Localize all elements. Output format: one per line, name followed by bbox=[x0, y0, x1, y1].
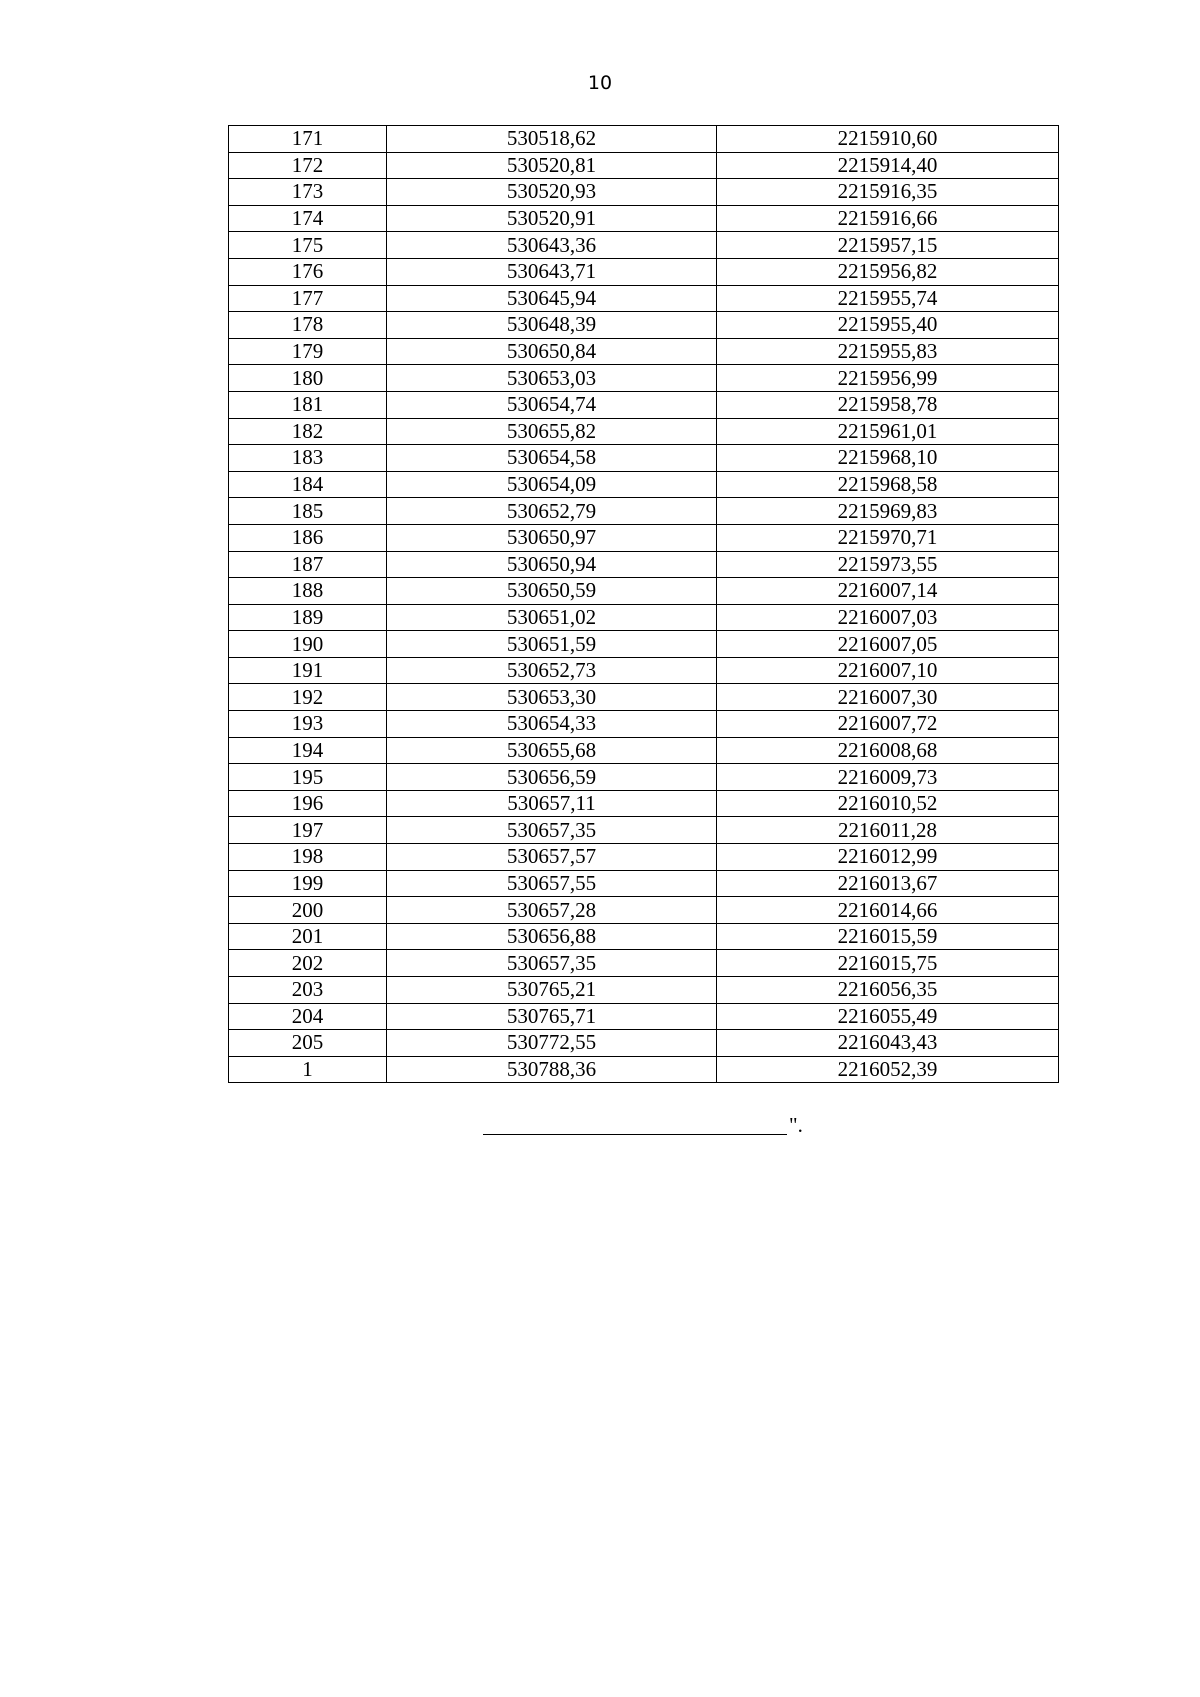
x-coordinate-cell: 530656,88 bbox=[387, 923, 717, 950]
y-coordinate-cell: 2216008,68 bbox=[717, 737, 1059, 764]
y-coordinate-cell: 2216014,66 bbox=[717, 897, 1059, 924]
x-coordinate-cell: 530772,55 bbox=[387, 1030, 717, 1057]
y-coordinate-cell: 2215916,35 bbox=[717, 179, 1059, 206]
table-row bbox=[229, 471, 1059, 498]
x-coordinate-cell: 530654,33 bbox=[387, 711, 717, 738]
x-coordinate-cell: 530652,73 bbox=[387, 657, 717, 684]
point-number-cell: 185 bbox=[229, 498, 387, 525]
point-number-cell: 190 bbox=[229, 631, 387, 658]
table-row bbox=[229, 445, 1059, 472]
signature-underline bbox=[483, 1134, 787, 1135]
table-row bbox=[229, 258, 1059, 285]
point-number-cell: 192 bbox=[229, 684, 387, 711]
x-coordinate-cell: 530655,68 bbox=[387, 737, 717, 764]
point-number-cell: 179 bbox=[229, 338, 387, 365]
point-number-cell: 186 bbox=[229, 524, 387, 551]
table-row bbox=[229, 126, 1059, 153]
point-number-cell: 187 bbox=[229, 551, 387, 578]
x-coordinate-cell: 530653,03 bbox=[387, 365, 717, 392]
table-row bbox=[229, 285, 1059, 312]
y-coordinate-cell: 2215955,83 bbox=[717, 338, 1059, 365]
point-number-cell: 197 bbox=[229, 817, 387, 844]
x-coordinate-cell: 530656,59 bbox=[387, 764, 717, 791]
y-coordinate-cell: 2215955,74 bbox=[717, 285, 1059, 312]
table-row bbox=[229, 977, 1059, 1004]
table-row bbox=[229, 631, 1059, 658]
x-coordinate-cell: 530520,93 bbox=[387, 179, 717, 206]
x-coordinate-cell: 530657,28 bbox=[387, 897, 717, 924]
table-row bbox=[229, 817, 1059, 844]
table-row bbox=[229, 205, 1059, 232]
table-row bbox=[229, 950, 1059, 977]
point-number-cell: 205 bbox=[229, 1030, 387, 1057]
coordinates-table-body bbox=[229, 126, 1059, 1083]
y-coordinate-cell: 2216007,14 bbox=[717, 578, 1059, 605]
y-coordinate-cell: 2216015,59 bbox=[717, 923, 1059, 950]
point-number-cell: 195 bbox=[229, 764, 387, 791]
x-coordinate-cell: 530788,36 bbox=[387, 1056, 717, 1083]
point-number-cell: 200 bbox=[229, 897, 387, 924]
x-coordinate-cell: 530651,02 bbox=[387, 604, 717, 631]
y-coordinate-cell: 2216007,30 bbox=[717, 684, 1059, 711]
point-number-cell: 194 bbox=[229, 737, 387, 764]
point-number-cell: 1 bbox=[229, 1056, 387, 1083]
y-coordinate-cell: 2215956,82 bbox=[717, 258, 1059, 285]
point-number-cell: 182 bbox=[229, 418, 387, 445]
y-coordinate-cell: 2215970,71 bbox=[717, 524, 1059, 551]
y-coordinate-cell: 2216009,73 bbox=[717, 764, 1059, 791]
table-row bbox=[229, 1056, 1059, 1083]
point-number-cell: 204 bbox=[229, 1003, 387, 1030]
table-row bbox=[229, 711, 1059, 738]
point-number-cell: 189 bbox=[229, 604, 387, 631]
table-row bbox=[229, 418, 1059, 445]
point-number-cell: 188 bbox=[229, 578, 387, 605]
x-coordinate-cell: 530651,59 bbox=[387, 631, 717, 658]
y-coordinate-cell: 2216007,03 bbox=[717, 604, 1059, 631]
x-coordinate-cell: 530643,71 bbox=[387, 258, 717, 285]
point-number-cell: 191 bbox=[229, 657, 387, 684]
y-coordinate-cell: 2216011,28 bbox=[717, 817, 1059, 844]
point-number-cell: 172 bbox=[229, 152, 387, 179]
table-row bbox=[229, 844, 1059, 871]
y-coordinate-cell: 2216013,67 bbox=[717, 870, 1059, 897]
y-coordinate-cell: 2216007,10 bbox=[717, 657, 1059, 684]
x-coordinate-cell: 530650,59 bbox=[387, 578, 717, 605]
point-number-cell: 180 bbox=[229, 365, 387, 392]
x-coordinate-cell: 530654,09 bbox=[387, 471, 717, 498]
x-coordinate-cell: 530654,74 bbox=[387, 391, 717, 418]
x-coordinate-cell: 530643,36 bbox=[387, 232, 717, 259]
table-row bbox=[229, 312, 1059, 339]
x-coordinate-cell: 530653,30 bbox=[387, 684, 717, 711]
point-number-cell: 193 bbox=[229, 711, 387, 738]
x-coordinate-cell: 530655,82 bbox=[387, 418, 717, 445]
closing-quote: ". bbox=[789, 1113, 803, 1137]
table-row bbox=[229, 870, 1059, 897]
table-row bbox=[229, 498, 1059, 525]
table-row bbox=[229, 338, 1059, 365]
table-row bbox=[229, 790, 1059, 817]
table-row bbox=[229, 604, 1059, 631]
y-coordinate-cell: 2216007,05 bbox=[717, 631, 1059, 658]
y-coordinate-cell: 2215957,15 bbox=[717, 232, 1059, 259]
point-number-cell: 198 bbox=[229, 844, 387, 871]
y-coordinate-cell: 2216043,43 bbox=[717, 1030, 1059, 1057]
y-coordinate-cell: 2215910,60 bbox=[717, 126, 1059, 153]
point-number-cell: 178 bbox=[229, 312, 387, 339]
y-coordinate-cell: 2216015,75 bbox=[717, 950, 1059, 977]
x-coordinate-cell: 530518,62 bbox=[387, 126, 717, 153]
point-number-cell: 202 bbox=[229, 950, 387, 977]
x-coordinate-cell: 530657,11 bbox=[387, 790, 717, 817]
point-number-cell: 175 bbox=[229, 232, 387, 259]
table-row bbox=[229, 578, 1059, 605]
table-row bbox=[229, 1030, 1059, 1057]
x-coordinate-cell: 530765,71 bbox=[387, 1003, 717, 1030]
x-coordinate-cell: 530657,55 bbox=[387, 870, 717, 897]
y-coordinate-cell: 2215961,01 bbox=[717, 418, 1059, 445]
x-coordinate-cell: 530520,81 bbox=[387, 152, 717, 179]
x-coordinate-cell: 530657,57 bbox=[387, 844, 717, 871]
y-coordinate-cell: 2215914,40 bbox=[717, 152, 1059, 179]
x-coordinate-cell: 530657,35 bbox=[387, 817, 717, 844]
y-coordinate-cell: 2215969,83 bbox=[717, 498, 1059, 525]
x-coordinate-cell: 530650,97 bbox=[387, 524, 717, 551]
y-coordinate-cell: 2216052,39 bbox=[717, 1056, 1059, 1083]
y-coordinate-cell: 2216012,99 bbox=[717, 844, 1059, 871]
point-number-cell: 177 bbox=[229, 285, 387, 312]
coordinates-table bbox=[228, 125, 1059, 1083]
table-row bbox=[229, 524, 1059, 551]
table-row bbox=[229, 764, 1059, 791]
table-row bbox=[229, 923, 1059, 950]
y-coordinate-cell: 2215968,10 bbox=[717, 445, 1059, 472]
x-coordinate-cell: 530765,21 bbox=[387, 977, 717, 1004]
table-row bbox=[229, 179, 1059, 206]
page-number: 10 bbox=[587, 72, 613, 94]
point-number-cell: 176 bbox=[229, 258, 387, 285]
y-coordinate-cell: 2216055,49 bbox=[717, 1003, 1059, 1030]
point-number-cell: 173 bbox=[229, 179, 387, 206]
point-number-cell: 184 bbox=[229, 471, 387, 498]
table-row bbox=[229, 551, 1059, 578]
x-coordinate-cell: 530657,35 bbox=[387, 950, 717, 977]
point-number-cell: 201 bbox=[229, 923, 387, 950]
x-coordinate-cell: 530650,94 bbox=[387, 551, 717, 578]
point-number-cell: 171 bbox=[229, 126, 387, 153]
y-coordinate-cell: 2215956,99 bbox=[717, 365, 1059, 392]
y-coordinate-cell: 2215955,40 bbox=[717, 312, 1059, 339]
table-row bbox=[229, 684, 1059, 711]
x-coordinate-cell: 530654,58 bbox=[387, 445, 717, 472]
table-row bbox=[229, 152, 1059, 179]
y-coordinate-cell: 2216007,72 bbox=[717, 711, 1059, 738]
table-row bbox=[229, 1003, 1059, 1030]
table-row bbox=[229, 737, 1059, 764]
point-number-cell: 183 bbox=[229, 445, 387, 472]
point-number-cell: 181 bbox=[229, 391, 387, 418]
point-number-cell: 174 bbox=[229, 205, 387, 232]
x-coordinate-cell: 530650,84 bbox=[387, 338, 717, 365]
y-coordinate-cell: 2215968,58 bbox=[717, 471, 1059, 498]
table-row bbox=[229, 391, 1059, 418]
x-coordinate-cell: 530648,39 bbox=[387, 312, 717, 339]
x-coordinate-cell: 530645,94 bbox=[387, 285, 717, 312]
table-row bbox=[229, 897, 1059, 924]
point-number-cell: 196 bbox=[229, 790, 387, 817]
closing-line bbox=[483, 1110, 813, 1140]
table-row bbox=[229, 365, 1059, 392]
x-coordinate-cell: 530652,79 bbox=[387, 498, 717, 525]
y-coordinate-cell: 2215958,78 bbox=[717, 391, 1059, 418]
table-row bbox=[229, 232, 1059, 259]
table-row bbox=[229, 657, 1059, 684]
point-number-cell: 199 bbox=[229, 870, 387, 897]
x-coordinate-cell: 530520,91 bbox=[387, 205, 717, 232]
y-coordinate-cell: 2215973,55 bbox=[717, 551, 1059, 578]
y-coordinate-cell: 2216056,35 bbox=[717, 977, 1059, 1004]
y-coordinate-cell: 2216010,52 bbox=[717, 790, 1059, 817]
point-number-cell: 203 bbox=[229, 977, 387, 1004]
y-coordinate-cell: 2215916,66 bbox=[717, 205, 1059, 232]
